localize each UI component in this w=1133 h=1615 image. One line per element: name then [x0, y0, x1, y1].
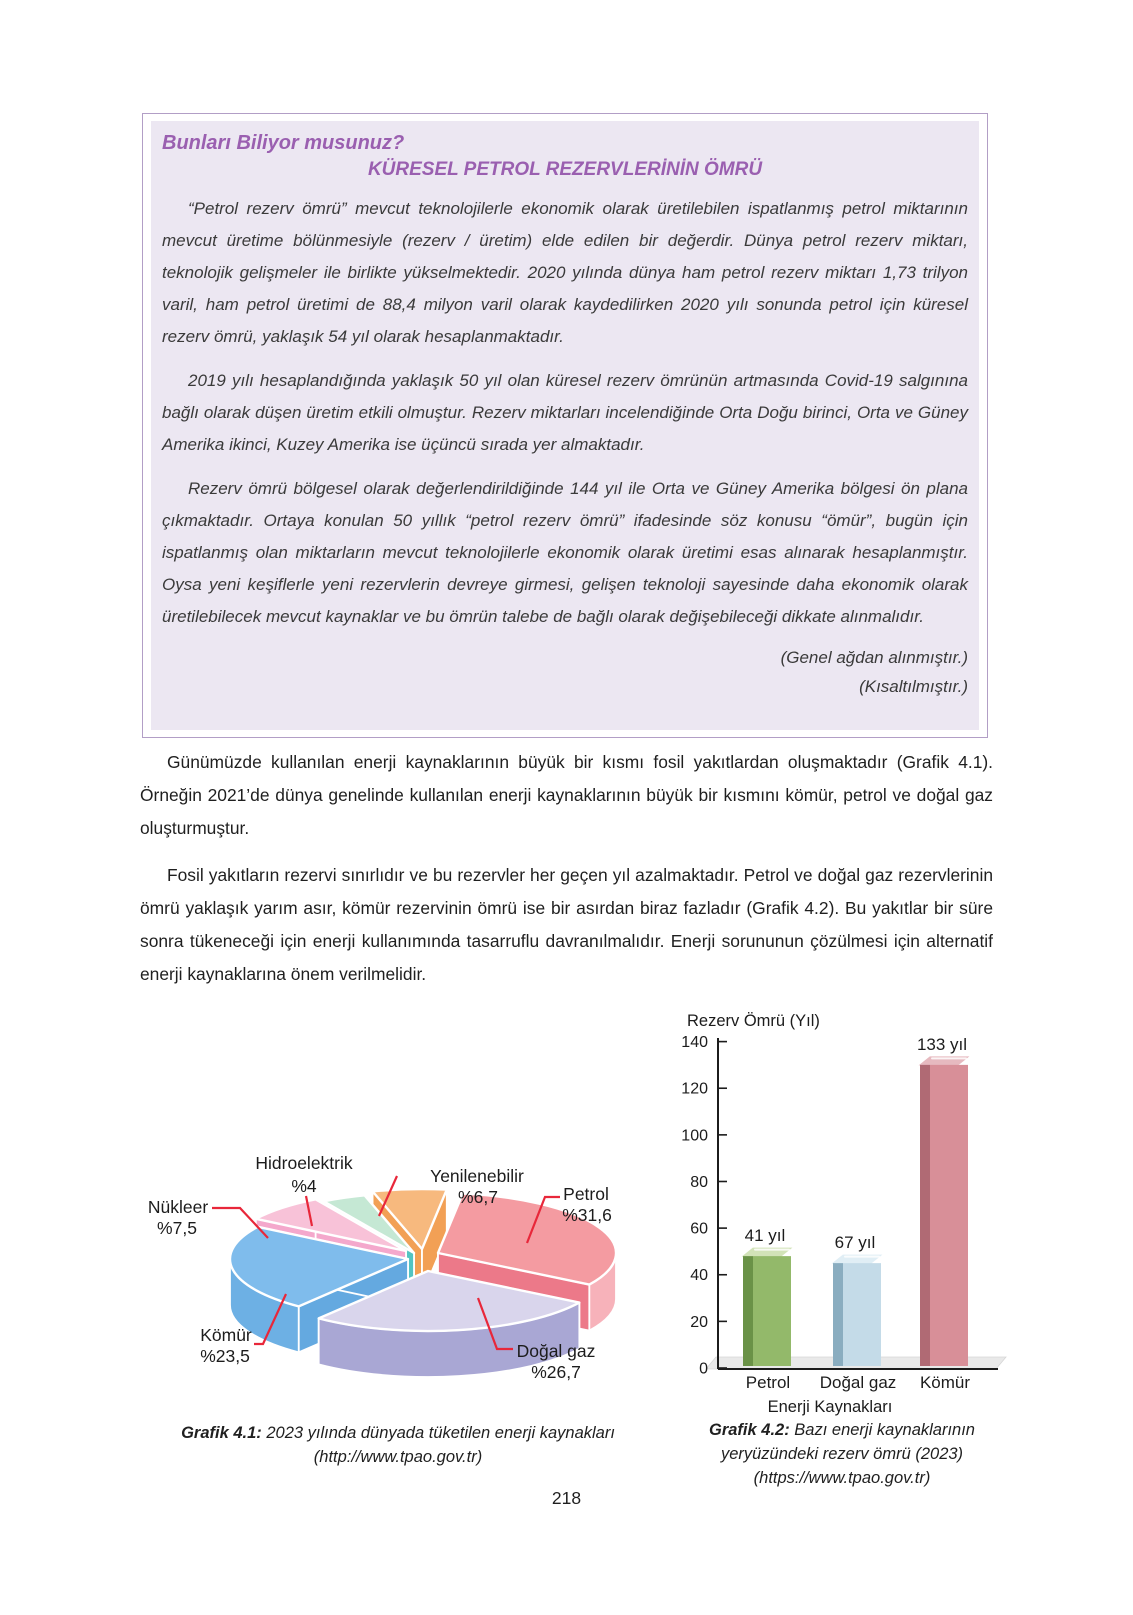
box-heading: Bunları Biliyor musunuz?	[162, 132, 405, 154]
page-number: 218	[551, 1488, 582, 1508]
grafik-4-1-caption-line1	[150, 1421, 646, 1445]
bar-dogal-gaz-side-face	[833, 1263, 843, 1366]
grafik-4-2-caption-line2: yeryüzündeki rezerv ömrü (2023)	[720, 1445, 964, 1463]
box-source-line-2: (Kısaltılmıştır.)	[859, 677, 968, 696]
pie-value-petrol: %31,6	[562, 1205, 612, 1225]
bar-value-petrol: 41 yıl	[744, 1226, 786, 1246]
pie-label-yenilenebilir: Yenilenebilir	[430, 1166, 524, 1186]
body-paragraph-2: Fosil yakıtların rezervi sınırlıdır ve bu rezervler her geçen yıl azalmaktadır. Petrol ve doğal gaz rezervlerinin ömrü yaklaşık yarım asır, kömür rezervinin ömrü ise bir asırdan biraz fazladır (Grafik 4.2). Bu yakıtlar bir süre sonra tükeneceği için enerji kullanımında tasarruflu davranılmalıdır. Enerji sorununun çözülmesi için alternatif enerji kaynaklarına önem verilmelidir.	[140, 865, 993, 984]
bar-chart-grafik-4-2	[681, 1012, 1006, 1416]
pie-value-dogal-gaz: %26,7	[531, 1362, 581, 1382]
body-text	[140, 746, 993, 1005]
body-paragraph-1: Günümüzde kullanılan enerji kaynaklarının büyük bir kısmı fosil yakıtlardan oluşmaktadır (Grafik 4.1). Örneğin 2021’de dünya genelinde kullanılan enerji kaynaklarının büyük bir kısmını kömür, petrol ve doğal gaz oluşturmuştur.	[140, 752, 993, 838]
y-tick-label-40: 40	[690, 1267, 708, 1285]
bar-dogal-gaz	[833, 1255, 881, 1366]
bar-value-dogal-gaz: 67 yıl	[834, 1233, 876, 1253]
pie-label-dogal-gaz: Doğal gaz	[516, 1341, 596, 1361]
box-source-line-1: (Genel ağdan alınmıştır.)	[780, 648, 968, 667]
box-paragraph-2: 2019 yılı hesaplandığında yaklaşık 50 yıl olan küresel rezerv ömrünün artmasında Covid-19 salgınına bağlı olarak düşen üretim etkili olmuştur. Rezerv miktarları incelendiğinde Orta Doğu birinci, Orta ve Güney Amerika ikinci, Kuzey Amerika ise üçüncü sırada yer almaktadır.	[162, 371, 968, 454]
y-tick-label-120: 120	[681, 1080, 708, 1098]
x-category-dogal-gaz: Doğal gaz	[819, 1373, 897, 1392]
grafik-4-2-caption-source: (https://www.tpao.gov.tr)	[753, 1469, 931, 1487]
grafik-4-2-caption-line1	[674, 1418, 1010, 1442]
did-you-know-box-fill	[151, 121, 979, 730]
y-tick-label-60: 60	[690, 1220, 708, 1238]
did-you-know-box	[142, 113, 988, 738]
bar-petrol-front-face	[753, 1256, 791, 1366]
pie-value-yenilenebilir: %6,7	[458, 1187, 498, 1207]
bar-komur-side-face	[920, 1065, 930, 1366]
pie-label-komur: Kömür	[200, 1325, 252, 1345]
y-tick-label-140: 140	[681, 1034, 708, 1052]
grafik-4-2-caption	[674, 1418, 1010, 1490]
grafik-4-1-caption	[150, 1421, 646, 1469]
grafik-4-1-caption-text: 2023 yılında dünyada tüketilen enerji kaynakları	[261, 1424, 615, 1442]
pie-value-komur: %23,5	[200, 1346, 250, 1366]
box-paragraph-1: “Petrol rezerv ömrü” mevcut teknolojilerle ekonomik olarak üretilebilen ispatlanmış petrol miktarının mevcut üretime bölünmesiyle (rezerv / üretim) elde edilen bir değerdir. Dünya petrol rezerv miktarı, teknolojik gelişmeler ile birlikte yükselmektedir. 2020 yılında dünya ham petrol rezerv miktarı 1,73 trilyon varil, ham petrol üretimi de 88,4 milyon varil olarak kaydedilirken 2020 yılı sonunda petrol için küresel rezerv ömrü, yaklaşık 54 yıl olarak hesaplanmaktadır.	[162, 199, 968, 346]
bar-dogal-gaz-front-face	[843, 1263, 881, 1366]
charts-figure-area	[0, 980, 1133, 1420]
bar-petrol	[743, 1248, 791, 1366]
bar-komur-front-face	[930, 1065, 968, 1366]
y-tick-label-0: 0	[699, 1360, 708, 1378]
pie-label-hidroelektrik: Hidroelektrik	[255, 1153, 353, 1173]
box-title: KÜRESEL PETROL REZERVLERİNİN ÖMRÜ	[367, 159, 763, 180]
pie-value-hidroelektrik: %4	[291, 1176, 317, 1196]
x-axis-title: Enerji Kaynakları	[767, 1398, 893, 1416]
pie-value-nukleer: %7,5	[157, 1218, 197, 1238]
grafik-4-1-caption-label: Grafik 4.1:	[181, 1424, 262, 1442]
x-category-komur: Kömür	[919, 1373, 971, 1392]
bar-komur	[920, 1057, 968, 1366]
pie-label-nukleer: Nükleer	[147, 1197, 209, 1217]
bar-value-komur: 133 yıl	[916, 1034, 968, 1054]
y-tick-label-20: 20	[690, 1313, 708, 1331]
grafik-4-2-caption-text: Bazı enerji kaynaklarının	[789, 1421, 975, 1439]
y-tick-label-80: 80	[690, 1173, 708, 1191]
grafik-4-2-caption-label: Grafik 4.2:	[709, 1421, 790, 1439]
pie-label-petrol: Petrol	[563, 1184, 609, 1204]
pie-chart-grafik-4-1	[148, 1153, 616, 1382]
grafik-4-1-caption-source: (http://www.tpao.gov.tr)	[313, 1448, 483, 1466]
y-axis-title: Rezerv Ömrü (Yıl)	[687, 1012, 820, 1030]
x-category-petrol: Petrol	[745, 1373, 791, 1392]
y-tick-label-100: 100	[681, 1127, 708, 1145]
box-source-lines	[162, 643, 968, 701]
bar-petrol-side-face	[743, 1256, 753, 1366]
box-paragraph-3: Rezerv ömrü bölgesel olarak değerlendirildiğinde 144 yıl ile Orta ve Güney Amerika bölgesi ön plana çıkmaktadır. Ortaya konulan 50 yıllık “petrol rezerv ömrü” ifadesinde söz konusu “ömür”, bugün için ispatlanmış olan miktarların mevcut teknolojilerle ekonomik olarak üretimi esas alınarak hesaplanmıştır. Oysa yeni keşiflerle yeni rezervlerin devreye girmesi, gelişen teknoloji sayesinde daha ekonomik olarak üretilebilecek mevcut kaynaklar ve bu ömrün talebe de bağlı olarak değişebileceği dikkate alınmalıdır.	[162, 479, 968, 626]
